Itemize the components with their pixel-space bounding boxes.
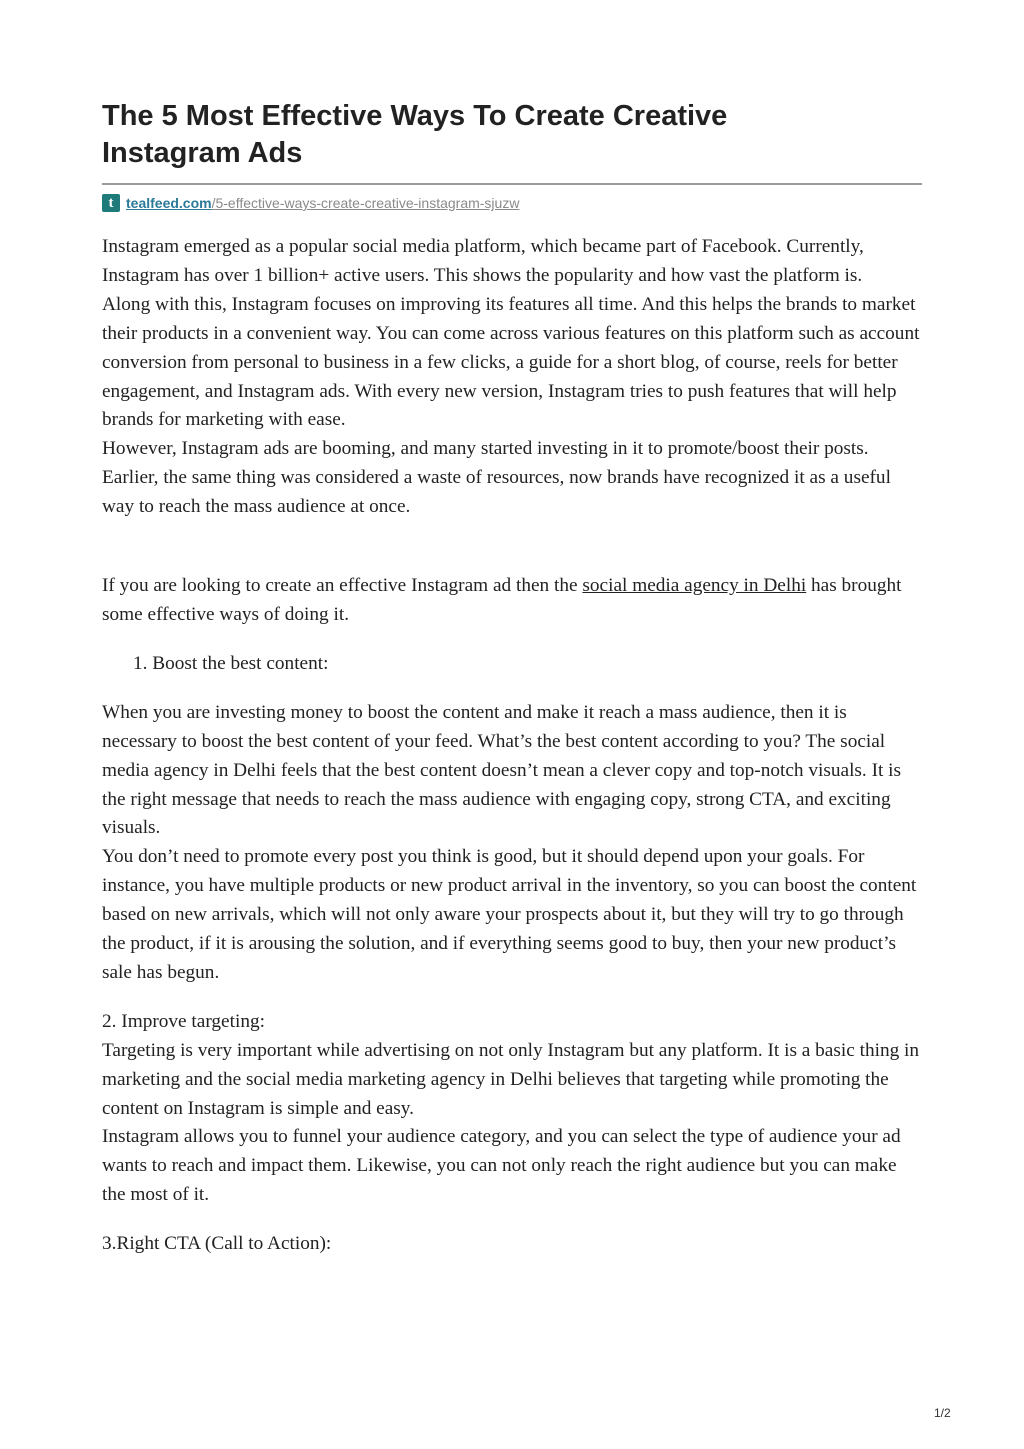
tealfeed-logo-icon: t xyxy=(102,194,120,212)
source-link[interactable] xyxy=(102,194,922,212)
paragraph-best-content: When you are investing money to boost the content and make it reach a mass audience, then it is necessary to boost the best content of your feed. What’s the best content according to you? The social media agency in Delhi feels that the best content doesn’t mean a clever copy and top-notch visuals. It is the right message that needs to reach the mass audience with engaging copy, strong CTA, and exciting visuals. xyxy=(102,701,902,839)
paragraph-ads-booming: However, Instagram ads are booming, and many started investing in it to promote/boost their posts. Earlier, the same thing was considered a waste of resources, now brands have recognized it as a useful way to reach the mass audience at once. xyxy=(102,438,891,518)
article-body xyxy=(102,233,922,1259)
agency-text-after: has brought some effective ways of doing it. xyxy=(102,575,902,625)
page-number: 1/2 xyxy=(934,1406,951,1420)
paragraph-features: Along with this, Instagram focuses on improving its features all time. And this helps the brands to market their products in a convenient way. You can come across various features on this platform such as account conversion from personal to business in a few clicks, a guide for a short blog, of course, reels for better engagement, and Instagram ads. With every new version, Instagram tries to push features that will help brands for marketing with ease. xyxy=(102,293,920,431)
paragraph-targeting: Targeting is very important while advertising on not only Instagram but any platform. It is a basic thing in marketing and the social media marketing agency in Delhi believes that targeting while promoting the content on Instagram is simple and easy. xyxy=(102,1039,920,1119)
article-title-line-2: Instagram Ads xyxy=(102,137,303,169)
heading-improve-targeting: 2. Improve targeting: xyxy=(102,1010,265,1032)
agency-text-before: If you are looking to create an effective Instagram ad then the xyxy=(102,575,583,597)
list-item-boost: 1. Boost the best content: xyxy=(133,652,329,674)
title-divider xyxy=(102,183,922,185)
article-title-line-1: The 5 Most Effective Ways To Create Creative xyxy=(102,100,728,132)
heading-right-cta: 3.Right CTA (Call to Action): xyxy=(102,1233,332,1255)
source-path[interactable]: /5-effective-ways-create-creative-instagram-sjuzw xyxy=(211,195,520,211)
paragraph-promote-goals: You don’t need to promote every post you think is good, but it should depend upon your goals. For instance, you have multiple products or new product arrival in the inventory, so you can boost the content based on new arrivals, which will not only aware your prospects about it, but they will try to go through the product, if it is arousing the solution, and if everything seems good to buy, then your new product’s sale has begun. xyxy=(102,846,917,983)
article xyxy=(102,98,922,1259)
paragraph-funnel-audience: Instagram allows you to funnel your audience category, and you can select the type of audience your ad wants to reach and impact them. Likewise, you can not only reach the right audience but you can make the most of it. xyxy=(102,1126,901,1206)
paragraph-intro: Instagram emerged as a popular social media platform, which became part of Facebook. Currently, Instagram has over 1 billion+ active users. This shows the popularity and how vast the platform is. xyxy=(102,236,864,286)
source-domain[interactable]: tealfeed.com xyxy=(126,195,212,211)
paragraph-agency xyxy=(102,572,922,630)
social-media-agency-link[interactable]: social media agency in Delhi xyxy=(582,575,807,597)
article-title xyxy=(102,98,922,172)
